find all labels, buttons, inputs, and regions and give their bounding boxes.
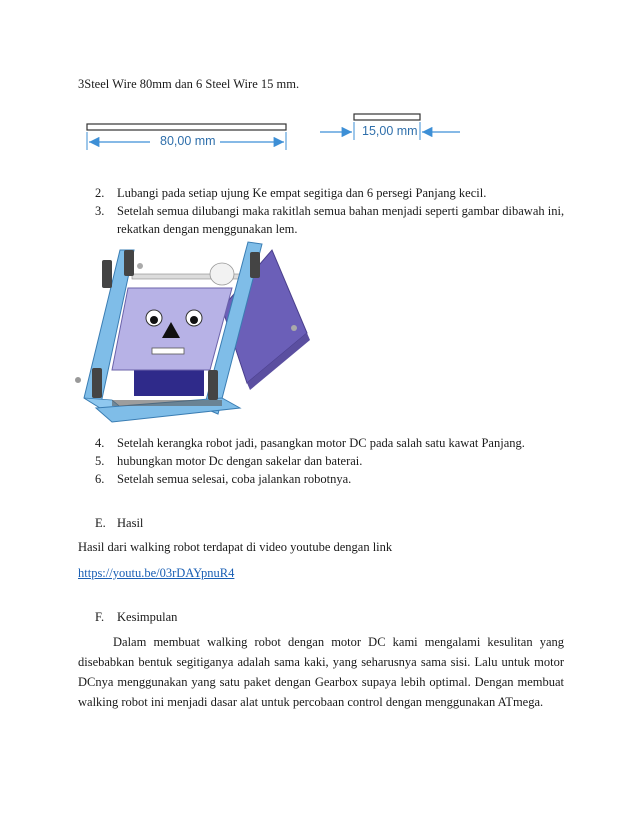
section-letter: E. bbox=[95, 516, 106, 530]
section-e-heading bbox=[95, 516, 143, 531]
step-5 bbox=[95, 454, 362, 469]
step-text: Setelah semua selesai, coba jalankan robotnya. bbox=[117, 472, 352, 486]
kesimpulan-line-1: Dalam membuat walking robot dengan motor DC kami mengalami kesulitan yang bbox=[113, 635, 564, 649]
step-4 bbox=[95, 436, 525, 451]
section-letter: F. bbox=[95, 610, 105, 624]
step-number: 6. bbox=[95, 472, 105, 486]
kesimpulan-line-4: walking robot ini menjadi dasar alat untuk percobaan control dengan menggunakan ATmega. bbox=[78, 695, 544, 709]
wire-dimension-diagram bbox=[80, 110, 480, 160]
step-text: hubungkan motor Dc dengan sakelar dan baterai. bbox=[117, 454, 363, 468]
step-2 bbox=[95, 186, 486, 201]
kesimpulan-line-3: DCnya menggunakan yang satu paket dengan Gearbox supaya lebih optimal. Dengan membuat bbox=[78, 675, 564, 689]
step-text: Lubangi pada setiap ujung Ke empat segitiga dan 6 persegi Panjang kecil. bbox=[117, 186, 487, 200]
step-6 bbox=[95, 472, 351, 487]
step-number: 5. bbox=[95, 454, 105, 468]
youtube-link[interactable]: https://youtu.be/03rDAYpnuR4 bbox=[78, 566, 235, 580]
step-number: 2. bbox=[95, 186, 105, 200]
step-3-continuation: rekatkan dengan menggunakan lem. bbox=[117, 222, 298, 236]
step-number: 4. bbox=[95, 436, 105, 450]
section-f-heading bbox=[95, 610, 177, 625]
hasil-text: Hasil dari walking robot terdapat di video youtube dengan link bbox=[78, 540, 393, 554]
short-wire-shape bbox=[354, 114, 420, 120]
step-3 bbox=[95, 204, 564, 219]
kesimpulan-line-2: disebabkan bentuk segitiganya adalah sama kaki, yang seharusnya sama sisi. Lalu untuk motor bbox=[78, 655, 564, 669]
step-text: Setelah kerangka robot jadi, pasangkan motor DC pada salah satu kawat Panjang. bbox=[117, 436, 525, 450]
section-title: Kesimpulan bbox=[117, 610, 178, 624]
step-text: Setelah semua dilubangi maka rakitlah semua bahan menjadi seperti gambar dibawah ini, bbox=[117, 204, 565, 218]
long-dimension-label: 80,00 mm bbox=[160, 134, 216, 148]
robot-frame-illustration bbox=[72, 238, 312, 423]
long-wire-shape bbox=[87, 124, 286, 130]
short-dimension-label: 15,00 mm bbox=[362, 124, 418, 138]
step-number: 3. bbox=[95, 204, 105, 218]
section-title: Hasil bbox=[117, 516, 144, 530]
intro-line: 3Steel Wire 80mm dan 6 Steel Wire 15 mm. bbox=[78, 77, 300, 91]
